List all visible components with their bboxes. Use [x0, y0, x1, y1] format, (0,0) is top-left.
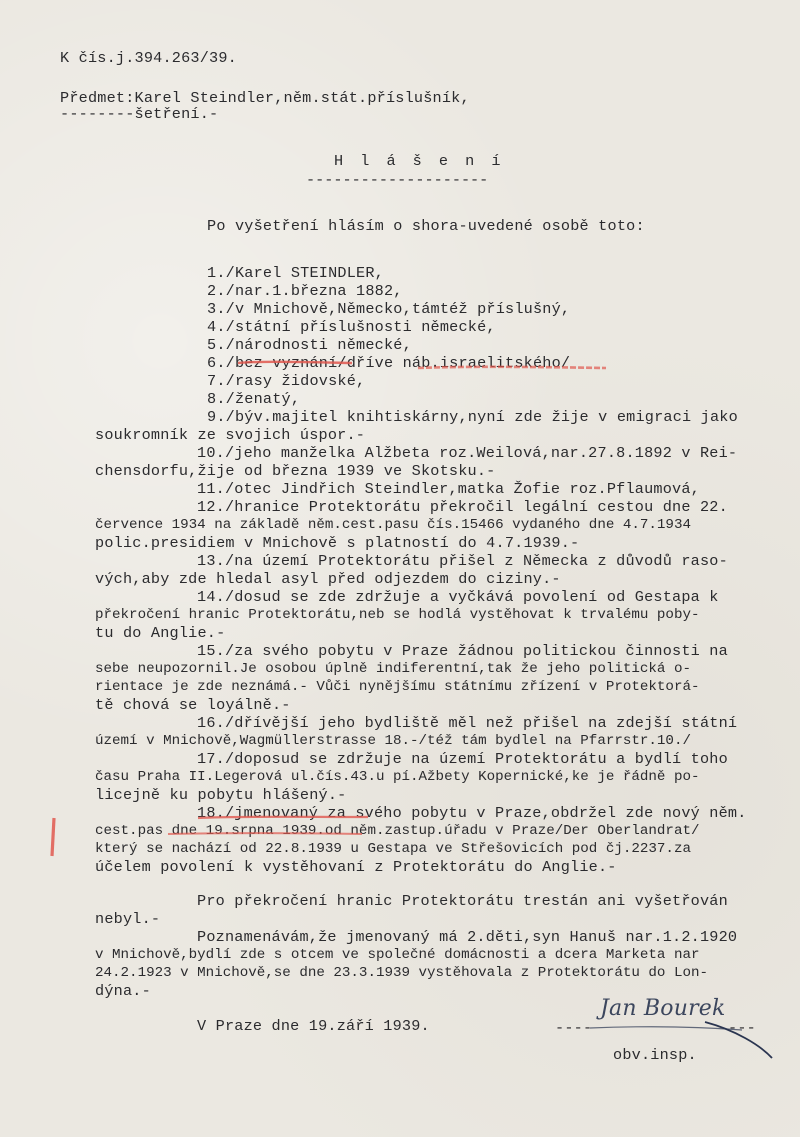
body-line: tu do Anglie.-: [95, 624, 226, 642]
body-line: licejně ku pobytu hlášený.-: [95, 786, 347, 804]
body-line: času Praha II.Legerová ul.čís.43.u pí.Ažbety Kopernické,ke je řádně po-: [95, 769, 700, 785]
body-line: cest.pas dne 19.srpna 1939.od něm.zastup.úřadu v Praze/Der Oberlandrat/: [95, 823, 700, 839]
signature-dashes: ----: [555, 1019, 593, 1037]
body-line: 12./hranice Protektorátu překročil legální cestou dne 22.: [197, 498, 728, 516]
list-item: 2./nar.1.března 1882,: [207, 282, 403, 300]
body-line: území v Mnichově,Wagmüllerstrasse 18.-/též tám bydlel na Pfarrstr.10./: [95, 733, 691, 749]
body-line: Pro překročení hranic Protektorátu trestán ani vyšetřován: [197, 892, 728, 910]
red-underline-passport: [168, 833, 362, 834]
signer-title: obv.insp.: [613, 1046, 697, 1064]
list-item: 5./národnosti německé,: [207, 336, 412, 354]
body-line: který se nachází od 22.8.1939 u Gestapa ve Střešovicích pod čj.2237.za: [95, 841, 691, 857]
title-underline: --------------------: [306, 171, 489, 189]
list-item: 1./Karel STEINDLER,: [207, 264, 384, 282]
body-line: nebyl.-: [95, 910, 161, 928]
body-line: účelem povolení k vystěhovaní z Protektorátu do Anglie.-: [95, 858, 617, 876]
body-line: 15./za svého pobytu v Praze žádnou politickou činnosti na: [197, 642, 728, 660]
body-line: překročení hranic Protektorátu,neb se hodlá vystěhovat k trvalému poby-: [95, 607, 700, 623]
body-line: vých,aby zde hledal asyl před odjezdem do ciziny.-: [95, 570, 561, 588]
signature-flourish: [705, 1019, 772, 1058]
body-line: 16./dřívější jeho bydliště měl než přišel na zdejší státní: [197, 714, 738, 732]
red-underline-religion: [238, 362, 352, 363]
body-line: dýna.-: [95, 982, 151, 1000]
list-item: 8./ženatý,: [207, 390, 301, 408]
body-line: 17./doposud se zdržuje na území Protektorátu a bydlí toho: [197, 750, 728, 768]
date-line: V Praze dne 19.září 1939.: [197, 1017, 430, 1035]
subject-line-2: --------šetření.-: [60, 105, 219, 123]
red-margin-mark: [52, 818, 54, 856]
signature-dashes-right: ---: [728, 1019, 756, 1037]
body-line: polic.presidiem v Mnichově s platností do 4.7.1939.-: [95, 534, 580, 552]
body-line: července 1934 na základě něm.cest.pasu čís.15466 vydaného dne 4.7.1934: [95, 517, 691, 533]
reference-number: K čís.j.394.263/39.: [60, 49, 237, 67]
subject-line: Předmet:Karel Steindler,něm.stát.příslušník,: [60, 89, 470, 107]
handwritten-signature: Jan Bourek: [600, 996, 726, 1021]
body-line: sebe neupozornil.Je osobou úplně indiferentní,tak že jeho politická o-: [95, 661, 691, 677]
list-item: 4./státní příslušnosti německé,: [207, 318, 496, 336]
body-line: v Mnichově,bydlí zde s otcem ve společné domácnosti a dcera Marketa nar: [95, 947, 700, 963]
list-item: 7./rasy židovské,: [207, 372, 366, 390]
body-line: 13./na území Protektorátu přišel z Německa z důvodů raso-: [197, 552, 728, 570]
body-line: 11./otec Jindřich Steindler,matka Žofie roz.Pflaumová,: [197, 480, 700, 498]
body-line: 10./jeho manželka Alžbeta roz.Weilová,nar.27.8.1892 v Rei-: [197, 444, 738, 462]
red-streak-race: [418, 367, 606, 368]
body-line: 18./jmenovaný za svého pobytu v Praze,obdržel zde nový něm.: [197, 804, 747, 822]
body-line: 24.2.1923 v Mnichově,se dne 23.3.1939 vystěhovala z Protektorátu do Lon-: [95, 965, 708, 981]
list-item: 6./bez vyznání/dříve náb.israelitského/: [207, 354, 571, 372]
body-line: soukromník ze svojich úspor.-: [95, 426, 366, 444]
body-line: Poznamenávám,že jmenovaný má 2.děti,syn Hanuš nar.1.2.1920: [197, 928, 738, 946]
document-title: H l á š e n í: [334, 152, 505, 170]
red-underline-item18: [198, 817, 368, 818]
body-line: rientace je zde neznámá.- Vůči nynějšímu státnímu zřízení v Protektorá-: [95, 679, 700, 695]
body-line: 14./dosud se zde zdržuje a vyčkává povolení od Gestapa k: [197, 588, 719, 606]
intro-sentence: Po vyšetření hlásím o shora-uvedené osobě toto:: [207, 217, 645, 235]
body-line: tě chová se loyálně.-: [95, 696, 291, 714]
list-item: 3./v Mnichově,Německo,támtéž příslušný,: [207, 300, 571, 318]
body-line: 9./býv.majitel knihtiskárny,nyní zde žije v emigraci jako: [207, 408, 738, 426]
body-line: chensdorfu,žije od března 1939 ve Skotsku.-: [95, 462, 496, 480]
